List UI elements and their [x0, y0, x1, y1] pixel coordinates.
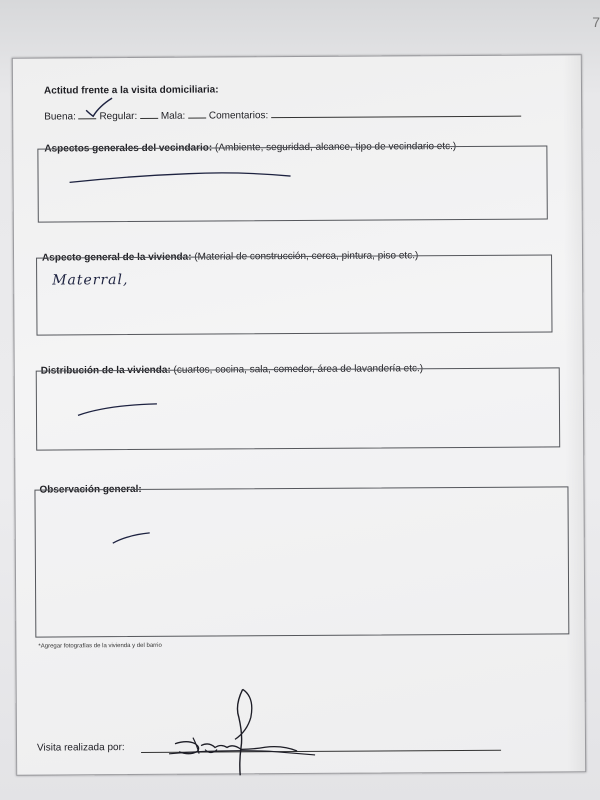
section-observacion-box[interactable] — [34, 483, 569, 637]
option-regular-blank[interactable] — [140, 109, 158, 119]
vivienda-handwriting: Materral, — [52, 272, 129, 289]
section-observacion-title: Observación general: — [39, 483, 142, 496]
section-vecindario-hint: (Ambiente, seguridad, alcance, tipo de vecindario etc.) — [214, 141, 457, 154]
observacion-pen-stroke — [112, 530, 162, 550]
attitude-title: Actitud frente a la visita domiciliaria: — [43, 84, 219, 97]
page-edge-shadow — [563, 55, 585, 771]
section-vivienda-title: Aspecto general de la vivienda: — [42, 251, 192, 264]
buena-checkmark-icon — [84, 96, 124, 120]
option-regular-label: Regular: — [99, 110, 138, 123]
footnote: *Agregar fotografías de la vivienda y del barrio — [38, 642, 162, 650]
option-buena-label: Buena: — [44, 111, 76, 123]
section-vivienda-box[interactable] — [36, 251, 552, 335]
section-distribucion-hint: (cuartos, cocina, sala, comedor, área de lavandería etc.) — [173, 363, 424, 376]
section-vivienda-hint: (Material de construcción, cerca, pintura, piso etc.) — [194, 250, 419, 263]
form-page — [12, 54, 586, 775]
section-distribucion-title: Distribución de la vivienda: — [40, 364, 171, 377]
vecindario-pen-stroke — [68, 167, 298, 188]
comentarios-blank[interactable] — [271, 107, 521, 119]
comentarios-label: Comentarios: — [208, 110, 269, 122]
option-mala-label: Mala: — [160, 110, 186, 122]
signature-label: Visita realizada por: — [36, 742, 125, 754]
page-number: 7 — [592, 14, 600, 30]
section-vecindario-title: Aspectos generales del vecindario: — [44, 142, 213, 155]
option-mala-blank[interactable] — [188, 109, 206, 119]
signature-handwriting — [165, 687, 316, 778]
distribucion-pen-stroke — [77, 400, 167, 421]
